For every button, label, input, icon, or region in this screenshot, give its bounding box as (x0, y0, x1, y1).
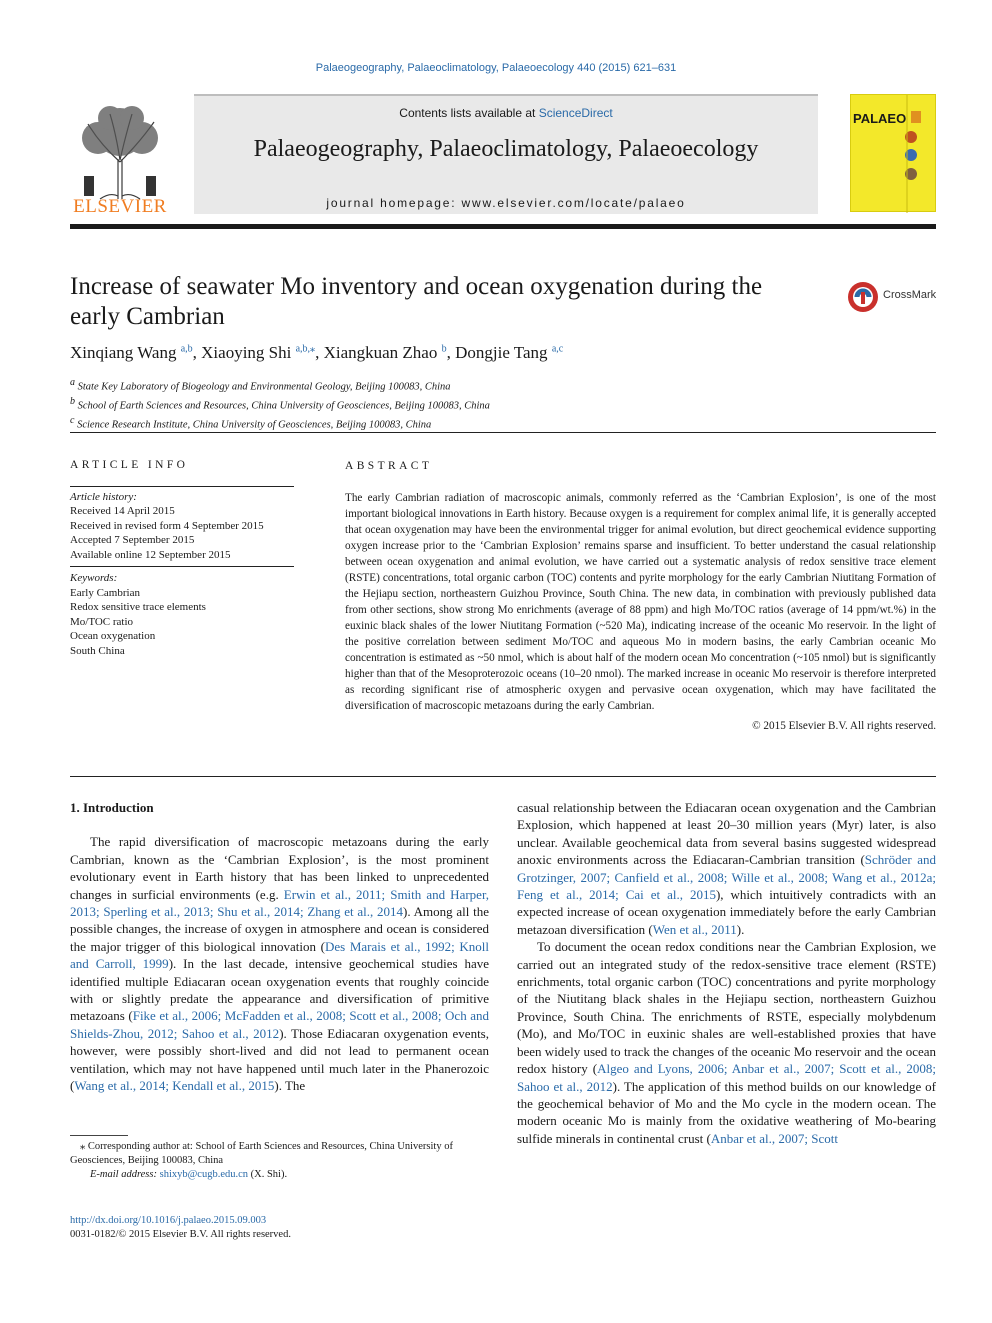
divider (70, 432, 936, 433)
abstract (345, 458, 936, 734)
crossmark-badge[interactable] (846, 280, 938, 316)
cover-title: PALAEO (853, 111, 907, 126)
text-run: To document the ocean redox conditions near the Cambrian Explosion, we carried out an integrated study of the redox-sensitive trace element (RSTE) enrichments, total organic carbon (TOC) concentrations and pyrite morphology of the Niutitang black shales in the Hejiapu section, northeastern Guizhou Province, South China. The enrichments of RSTE, especially molybdenum (Mo), and Mo/TOC in euxinic shales are well-established proxies that have been widely used to track the changes of the oceanic Mo reservoir and the ocean redox history ( (517, 939, 936, 1077)
copyright: © 2015 Elsevier B.V. All rights reserved. (752, 720, 936, 732)
text-run: ). Among all the possible changes, the increase of oxygen in atmosphere and ocean is considered the major trigger of this biological innovation ( (70, 904, 489, 954)
footnote (70, 1140, 490, 1182)
text-run: ). The (274, 1078, 306, 1094)
keyword: Early Cambrian (70, 586, 140, 599)
journal-info-box (194, 94, 818, 214)
article-title: Increase of seawater Mo inventory and ocean oxygenation during the early Cambrian (70, 273, 763, 330)
author-list: Xinqiang Wang $^{a,b}$, Xiaoying Shi $^{a,b,⁎}$, Xiangkuan Zhao $^b$, Dongjie Tang $^{a,c}$ (70, 343, 564, 362)
contents-prefix: Contents lists available at (399, 106, 539, 120)
author-superscript: a,b (180, 343, 193, 355)
affiliation (70, 395, 930, 414)
abstract-text: The early Cambrian radiation of macroscopic animals, commonly referred as the ‘Cambrian Explosion’, is one of the most important biological innovations in Earth history. Because oxygen is a requirement for complex animal life, it is generally accepted that ocean oxygenation may have been the environmental trigger for animal evolution, but direct geochemical evidence supporting oxygen increase prior to the ‘Cambrian Explosion’ remains sparse and insufficient. To better understand the casual relationship between ocean oxygenation and animal evolution, we have carried out a systematic analysis of redox sensitive trace element (RSTE) concentrations, total organic carbon (TOC) contents and pyrite morphology for the early Cambrian Niutitang Formation of the Hejiapu section, northeastern Guizhou Province, South China. The new data, in combination with previously published data from other sections, show strong Mo enrichments (average of 88 ppm) and high Mo/TOC ratios (average of 14 ppm/wt.%) in the euxinic black shales of the lower Niutitang Formation (~520 Ma), indicating increase of the oceanic Mo reservoir. In the light of the positive correlation between sediment Mo/TOC and aqueous Mo in modern basins, the early Cambrian oceanic Mo concentration is estimated as ~50 nmol, which is about half of the modern ocean Mo concentration (~105 nmol) but is significantly higher than that of the Mesoproterozoic oceans (10–20 nmol). The marked increase in oceanic Mo reservoir is therefore interpreted as recording significant rise of atmospheric oxygen and pervasive ocean oxygenation, which may have facilitated the diversification of macroscopic metazoans during the early Cambrian. (345, 492, 936, 712)
citation-link[interactable]: Des Marais et al., 1992; Knoll and Carroll, 1999 (70, 938, 490, 972)
affiliation-mark: b (70, 396, 75, 407)
author-name[interactable]: Xinqiang Wang (70, 343, 177, 362)
author-name[interactable]: Xiaoying Shi (201, 343, 292, 362)
keywords-label: Keywords: (70, 572, 118, 584)
abstract-heading: ABSTRACT (345, 460, 433, 472)
header-rule (70, 224, 936, 229)
paragraph (70, 833, 489, 1094)
author-superscript: b (441, 343, 447, 355)
article-info (70, 458, 294, 658)
article-info-heading: ARTICLE INFO (70, 459, 189, 471)
journal-title: Palaeogeography, Palaeoclimatology, Palaeoecology (253, 136, 759, 162)
journal-cover-thumbnail[interactable] (850, 94, 936, 212)
body-right-column (517, 799, 936, 1147)
text-run: ). (736, 921, 745, 937)
citation-link[interactable]: Fike et al., 2006; McFadden et al., 2008; Scott et al., 2008; Och and Shields-Zhou, 2012; Sahoo et al., 2012 (70, 1008, 489, 1041)
citation-link[interactable]: Algeo and Lyons, 2006; Anbar et al., 2007; Scott et al., 2008; Sahoo et al., 2012 (517, 1061, 936, 1094)
author-name[interactable]: Dongjie Tang (455, 343, 548, 362)
affiliation-text: State Key Laboratory of Biogeology and Environmental Geology, Beijing 100083, China (77, 381, 451, 393)
paragraph (517, 799, 936, 938)
affiliation-text: School of Earth Sciences and Resources, China University of Geosciences, Beijing 100083, China (77, 400, 490, 412)
journal-homepage[interactable]: journal homepage: www.elsevier.com/locate/palaeo (326, 196, 686, 210)
text-run: The rapid diversification of macroscopic metazoans during the early Cambrian, known as the ‘Cambrian Explosion’, is the most prominent evolutionary event in Earth history that has been linked to unprecedented changes in surficial environments (e.g. (70, 834, 489, 902)
citation-link[interactable]: Schröder and Grotzinger, 2007; Canfield et al., 2008; Wille et al., 2008; Wang et al., 2012a; Feng et al., 2014; Cai et al., 2015 (517, 852, 936, 903)
footnote-rule (70, 1135, 128, 1136)
crossmark-icon (846, 280, 880, 314)
corresponding-author-note (70, 1140, 490, 1168)
citation-link[interactable]: Wang et al., 2014; Kendall et al., 2015 (74, 1078, 275, 1094)
history-received: Received 14 April 2015 (70, 505, 175, 517)
body-left-column (70, 799, 489, 1095)
divider (70, 486, 294, 487)
doi-link[interactable]: http://dx.doi.org/10.1016/j.palaeo.2015.09.003 (70, 1215, 267, 1226)
paragraph (517, 938, 936, 1147)
footnote-text: Corresponding author at: School of Earth Sciences and Resources, China University of Geosciences, Beijing 100083, China (70, 1141, 453, 1166)
issn-line: 0031-0182/© 2015 Elsevier B.V. All rights reserved. (70, 1229, 291, 1240)
journal-header (70, 94, 936, 218)
keyword: Redox sensitive trace elements (70, 601, 206, 613)
footnote-mark: ⁎ (80, 1141, 86, 1152)
affiliation-text: Science Research Institute, China University of Geosciences, Beijing 100083, China (77, 419, 432, 431)
crossmark-label: CrossMark (883, 289, 937, 301)
affiliation-mark: c (70, 415, 75, 426)
history-revised: Received in revised form 4 September 2015 (70, 519, 264, 532)
author-name[interactable]: Xiangkuan Zhao (323, 343, 438, 362)
citation-link[interactable]: Anbar et al., 2007; Scott (710, 1130, 838, 1146)
journal-reference[interactable]: Palaeogeography, Palaeoclimatology, Palaeoecology 440 (2015) 621–631 (315, 62, 677, 74)
doi-block (70, 1214, 490, 1242)
text-run: ). Those Ediacaran oxygenation events, however, were possibly short-lived and did not lead to permanent ocean ventilation, which may not have happened until much later in the Phanerozoic ( (70, 1025, 489, 1094)
sciencedirect-link[interactable]: ScienceDirect (538, 106, 613, 120)
text-run: ), which intuitively contradicts with an expected increase of ocean oxygenation immediately before the early Cambrian metazoan diversification ( (517, 887, 936, 937)
contents-line (194, 106, 818, 120)
text-run: ). In the last decade, intensive geochemical studies have identified multiple Ediacaran ocean oxygenation events that roughly coincide with or slightly predate the appearance and diversification of primitive metazoans ( (70, 956, 489, 1024)
history-accepted: Accepted 7 September 2015 (70, 534, 195, 546)
email-link[interactable]: shixyb@cugb.edu.cn (159, 1169, 249, 1180)
author-superscript: a,b,⁎ (295, 343, 316, 355)
text-run: ). The application of this method builds on our knowledge of the geochemical behavior of Mo and the Mo cycle in the modern ocean. The modern oceanic Mo is mainly from the oxidative weathering of Mo-bearing sulfide minerals in continental crust ( (517, 1078, 936, 1146)
history-label: Article history: (70, 490, 137, 503)
affiliation-mark: a (70, 377, 75, 388)
keyword: South China (70, 644, 125, 657)
elsevier-wordmark: ELSEVIER (73, 196, 167, 217)
citation-link[interactable]: Erwin et al., 2011; Smith and Harper, 2013; Sperling et al., 2013; Shu et al., 2014; Zhang et al., 2014 (70, 886, 489, 920)
text-run: casual relationship between the Ediacaran ocean oxygenation and the Cambrian Explosion, which happened at least 20–30 million years (Myr) later, is also unclear. Available geochemical data from several basins suggested widespread anoxic environments across the Ediacaran-Cambrian transition ( (517, 800, 936, 868)
affiliation (70, 376, 930, 395)
divider (70, 566, 294, 567)
citation-link[interactable]: Wen et al., 2011 (652, 921, 737, 937)
affiliations (70, 376, 930, 433)
affiliation (70, 414, 930, 433)
section-heading: 1. Introduction (70, 800, 154, 815)
divider (70, 776, 936, 777)
keyword: Mo/TOC ratio (70, 615, 134, 628)
author-superscript: a,c (551, 343, 564, 355)
email-label: E-mail address: (90, 1169, 157, 1180)
cover-art-icon (851, 95, 937, 213)
keyword: Ocean oxygenation (70, 630, 156, 642)
email-line (70, 1168, 490, 1182)
history-online: Available online 12 September 2015 (70, 548, 231, 561)
email-suffix: (X. Shi). (250, 1169, 288, 1180)
